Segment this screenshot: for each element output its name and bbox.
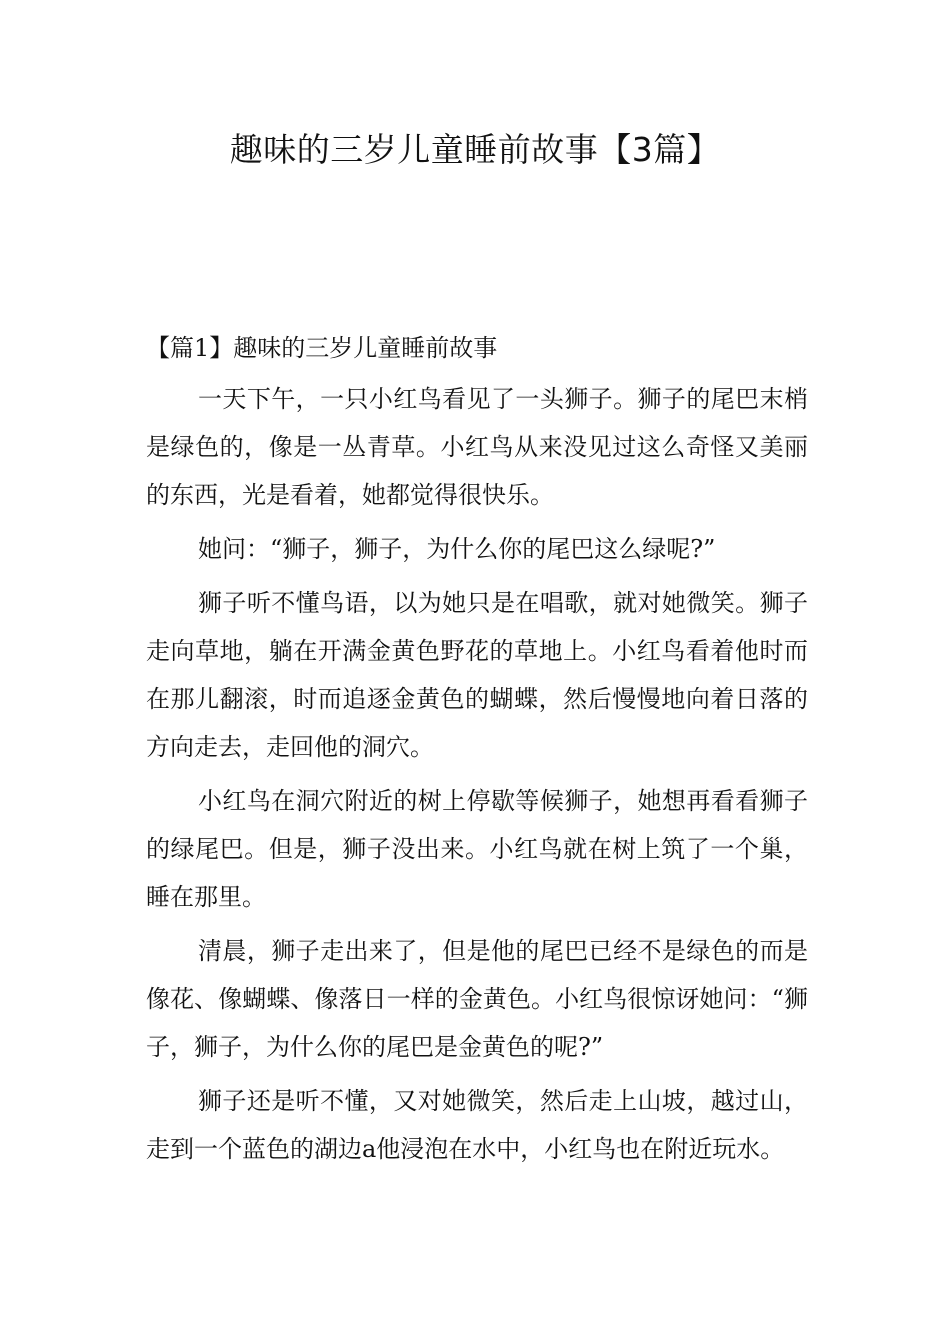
story-body bbox=[146, 375, 808, 1179]
story-paragraph: 狮子听不懂鸟语，以为她只是在唱歌，就对她微笑。狮子走向草地，躺在开满金黄色野花的草地上。小红鸟看着他时而在那儿翻滚，时而追逐金黄色的蝴蝶，然后慢慢地向着日落的方向走去，走回他的洞穴。 bbox=[146, 589, 808, 761]
story-paragraph: 清晨，狮子走出来了，但是他的尾巴已经不是绿色的而是像花、像蝴蝶、像落日一样的金黄色。小红鸟很惊讶她问：“狮子，狮子，为什么你的尾巴是金黄色的呢?” bbox=[146, 937, 808, 1061]
document-title: 趣味的三岁儿童睡前故事【3篇】 bbox=[229, 130, 721, 169]
story-paragraph: 她问：“狮子，狮子，为什么你的尾巴这么绿呢?” bbox=[198, 535, 716, 563]
story-paragraph: 狮子还是听不懂，又对她微笑，然后走上山坡，越过山，走到一个蓝色的湖边a他浸泡在水中，小红鸟也在附近玩水。 bbox=[146, 1087, 808, 1163]
story-paragraph: 一天下午，一只小红鸟看见了一头狮子。狮子的尾巴末梢是绿色的，像是一丛青草。小红鸟从来没见过这么奇怪又美丽的东西，光是看着，她都觉得很快乐。 bbox=[146, 385, 808, 509]
story-paragraph: 小红鸟在洞穴附近的树上停歇等候狮子，她想再看看狮子的绿尾巴。但是，狮子没出来。小红鸟就在树上筑了一个巢，睡在那里。 bbox=[146, 787, 808, 911]
section-heading: 【篇1】趣味的三岁儿童睡前故事 bbox=[146, 334, 498, 362]
